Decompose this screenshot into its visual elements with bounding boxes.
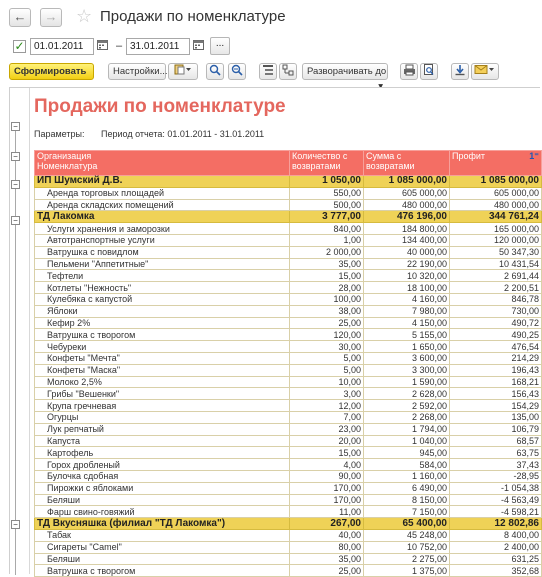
cell-sum[interactable]: 1 375,00	[364, 565, 450, 577]
cell-quantity[interactable]: 550,00	[290, 187, 364, 199]
cell-quantity[interactable]: 35,00	[290, 553, 364, 565]
item-row[interactable]	[35, 341, 542, 353]
cell-quantity[interactable]: 3,00	[290, 388, 364, 400]
cell-name[interactable]: Автотранспортные услуги	[35, 234, 290, 246]
item-row[interactable]	[35, 329, 542, 341]
cell-profit[interactable]: 2 400,00	[450, 541, 542, 553]
cell-sum[interactable]: 65 400,00	[364, 518, 450, 530]
cell-sum[interactable]: 2 275,00	[364, 553, 450, 565]
cell-name[interactable]: Беляши	[35, 494, 290, 506]
cell-sum[interactable]: 3 300,00	[364, 364, 450, 376]
cell-sum[interactable]: 1 590,00	[364, 376, 450, 388]
search-next-icon	[231, 68, 243, 79]
item-row[interactable]	[35, 506, 542, 518]
title-bar	[0, 0, 540, 34]
cell-sum[interactable]: 7 980,00	[364, 305, 450, 317]
collapse-group-icon[interactable]: −	[11, 520, 20, 529]
cell-profit[interactable]: 730,00	[450, 305, 542, 317]
header-organization[interactable]: Организация Номенклатура	[35, 151, 290, 176]
cell-name[interactable]: ТД Вкусняшка (филиал "ТД Лакомка")	[35, 518, 290, 530]
cell-name[interactable]: Капуста	[35, 435, 290, 447]
period-separator: –	[116, 40, 123, 52]
send-mail-button[interactable]	[471, 63, 499, 80]
cell-sum[interactable]: 40 000,00	[364, 246, 450, 258]
collapse-group-icon[interactable]: −	[11, 216, 20, 225]
cell-name[interactable]: Ватрушка с творогом	[35, 565, 290, 577]
cell-name[interactable]: Тефтели	[35, 270, 290, 282]
favorite-star-icon[interactable]: ☆	[76, 6, 93, 26]
cell-quantity[interactable]: 11,00	[290, 506, 364, 518]
levels-button[interactable]	[279, 63, 297, 80]
cell-quantity[interactable]: 170,00	[290, 482, 364, 494]
cell-profit[interactable]: 12 802,86	[450, 518, 542, 530]
cell-sum[interactable]: 1 085 000,00	[364, 176, 450, 188]
cell-quantity[interactable]: 4,00	[290, 459, 364, 471]
item-row[interactable]	[35, 258, 542, 270]
cell-profit[interactable]: 120 000,00	[450, 234, 542, 246]
cell-sum[interactable]: 2 268,00	[364, 411, 450, 423]
cell-sum[interactable]: 1 794,00	[364, 423, 450, 435]
cell-sum[interactable]: 605 000,00	[364, 187, 450, 199]
item-row[interactable]	[35, 565, 542, 577]
printer-icon	[403, 68, 416, 79]
generate-button[interactable]: Сформировать	[9, 63, 94, 80]
variant-button[interactable]	[168, 63, 198, 80]
cell-sum[interactable]: 10 320,00	[364, 270, 450, 282]
cell-sum[interactable]: 476 196,00	[364, 211, 450, 223]
print-button[interactable]	[400, 63, 418, 80]
choose-period-button[interactable]: ...	[210, 37, 230, 55]
cell-profit[interactable]: 10 431,54	[450, 258, 542, 270]
item-row[interactable]	[35, 494, 542, 506]
cell-name[interactable]: Чебуреки	[35, 341, 290, 353]
back-arrow-icon: ←	[13, 9, 27, 24]
cell-sum[interactable]: 4 160,00	[364, 293, 450, 305]
cell-name[interactable]: Аренда торговых площадей	[35, 187, 290, 199]
cell-sum[interactable]: 2 592,00	[364, 400, 450, 412]
cell-name[interactable]: Булочка сдобная	[35, 470, 290, 482]
cell-name[interactable]: Услуги хранения и заморозки	[35, 223, 290, 235]
collapse-group-icon[interactable]: −	[11, 180, 20, 189]
calendar-from-icon[interactable]	[95, 39, 109, 54]
cell-quantity[interactable]: 10,00	[290, 376, 364, 388]
cell-quantity[interactable]: 20,00	[290, 435, 364, 447]
cell-name[interactable]: Ватрушка с творогом	[35, 329, 290, 341]
cell-quantity[interactable]: 30,00	[290, 341, 364, 353]
cell-profit[interactable]: 37,43	[450, 459, 542, 471]
cell-profit[interactable]: 156,43	[450, 388, 542, 400]
header-profit[interactable]: Профит 1⁼	[450, 151, 542, 176]
cell-profit[interactable]: 846,78	[450, 293, 542, 305]
params-value: Период отчета: 01.01.2011 - 31.01.2011	[101, 129, 265, 139]
cell-profit[interactable]: 50 347,30	[450, 246, 542, 258]
cell-profit[interactable]: 214,29	[450, 352, 542, 364]
cell-name[interactable]: ИП Шумский Д.В.	[35, 176, 290, 188]
cell-profit[interactable]: 490,72	[450, 317, 542, 329]
cell-name[interactable]: Кефир 2%	[35, 317, 290, 329]
report-table	[34, 150, 542, 577]
cell-name[interactable]: Конфеты "Маска"	[35, 364, 290, 376]
cell-sum[interactable]: 6 490,00	[364, 482, 450, 494]
preview-button[interactable]	[420, 63, 438, 80]
item-row[interactable]	[35, 435, 542, 447]
cell-profit[interactable]: 1 085 000,00	[450, 176, 542, 188]
cell-sum[interactable]: 184 800,00	[364, 223, 450, 235]
cell-name[interactable]: Кулебяка с капустой	[35, 293, 290, 305]
cell-name[interactable]: Пирожки с яблоками	[35, 482, 290, 494]
cell-quantity[interactable]: 15,00	[290, 270, 364, 282]
save-button[interactable]	[451, 63, 469, 80]
cell-name[interactable]: Конфеты "Мечта"	[35, 352, 290, 364]
cell-name[interactable]: Беляши	[35, 553, 290, 565]
collapse-params-icon[interactable]: −	[11, 122, 20, 131]
cell-sum[interactable]: 8 150,00	[364, 494, 450, 506]
cell-sum[interactable]: 18 100,00	[364, 282, 450, 294]
item-row[interactable]	[35, 187, 542, 199]
cell-profit[interactable]: 106,79	[450, 423, 542, 435]
cell-quantity[interactable]: 2 000,00	[290, 246, 364, 258]
cell-sum[interactable]: 1 650,00	[364, 341, 450, 353]
item-row[interactable]	[35, 223, 542, 235]
cell-profit[interactable]: 68,57	[450, 435, 542, 447]
cell-quantity[interactable]: 25,00	[290, 565, 364, 577]
date-from-field[interactable]: 01.01.2011	[30, 38, 94, 55]
cell-name[interactable]: Горох дробленый	[35, 459, 290, 471]
item-row[interactable]	[35, 482, 542, 494]
forward-button[interactable]	[40, 8, 62, 27]
item-row[interactable]	[35, 411, 542, 423]
envelope-icon	[474, 67, 496, 78]
report-area[interactable]	[9, 87, 540, 574]
item-row[interactable]	[35, 470, 542, 482]
cell-sum[interactable]: 134 400,00	[364, 234, 450, 246]
cell-sum[interactable]: 1 040,00	[364, 435, 450, 447]
item-row[interactable]	[35, 293, 542, 305]
item-row[interactable]	[35, 447, 542, 459]
cell-sum[interactable]: 22 190,00	[364, 258, 450, 270]
cell-name[interactable]: ТД Лакомка	[35, 211, 290, 223]
item-row[interactable]	[35, 400, 542, 412]
header-quantity[interactable]: Количество с возвратами	[290, 151, 364, 176]
cell-quantity[interactable]: 40,00	[290, 529, 364, 541]
organization-row[interactable]	[35, 176, 542, 188]
cell-sum[interactable]: 945,00	[364, 447, 450, 459]
search-button[interactable]	[206, 63, 224, 80]
search-next-button[interactable]	[228, 63, 246, 80]
cell-profit[interactable]: -4 598,21	[450, 506, 542, 518]
item-row[interactable]	[35, 529, 542, 541]
cell-profit[interactable]: 2 200,51	[450, 282, 542, 294]
cell-profit[interactable]: 154,29	[450, 400, 542, 412]
cell-quantity[interactable]: 7,00	[290, 411, 364, 423]
date-to-field[interactable]: 31.01.2011	[126, 38, 190, 55]
expand-to-dropdown[interactable]	[302, 63, 388, 80]
item-row[interactable]	[35, 317, 542, 329]
cell-quantity[interactable]: 15,00	[290, 447, 364, 459]
item-row[interactable]	[35, 541, 542, 553]
cell-sum[interactable]: 480 000,00	[364, 199, 450, 211]
cell-name[interactable]: Котлеты "Нежность"	[35, 282, 290, 294]
item-row[interactable]	[35, 270, 542, 282]
window-title: Продажи по номенклатуре	[100, 8, 286, 25]
item-row[interactable]	[35, 423, 542, 435]
cell-name[interactable]: Пельмени "Аппетитные"	[35, 258, 290, 270]
organization-row[interactable]	[35, 518, 542, 530]
cell-sum[interactable]: 5 155,00	[364, 329, 450, 341]
sort-icon[interactable]: 1⁼	[529, 151, 539, 161]
cell-quantity[interactable]: 5,00	[290, 352, 364, 364]
item-row[interactable]	[35, 282, 542, 294]
item-row[interactable]	[35, 364, 542, 376]
cell-name[interactable]: Лук репчатый	[35, 423, 290, 435]
cell-sum[interactable]: 4 150,00	[364, 317, 450, 329]
forward-arrow-icon: →	[44, 9, 58, 24]
report-title: Продажи по номенклатуре	[34, 96, 286, 117]
cell-quantity[interactable]: 170,00	[290, 494, 364, 506]
item-row[interactable]	[35, 352, 542, 364]
report-parameters	[34, 129, 264, 139]
cell-quantity[interactable]: 38,00	[290, 305, 364, 317]
settings-button[interactable]: Настройки...	[108, 63, 166, 80]
item-row[interactable]	[35, 553, 542, 565]
cell-name[interactable]: Фарш свино-говяжий	[35, 506, 290, 518]
period-checkbox[interactable]: ✓	[14, 39, 25, 53]
search-icon	[209, 68, 221, 79]
item-row[interactable]	[35, 305, 542, 317]
cell-profit[interactable]: 605 000,00	[450, 187, 542, 199]
item-row[interactable]	[35, 234, 542, 246]
cell-quantity[interactable]: 267,00	[290, 518, 364, 530]
item-row[interactable]	[35, 459, 542, 471]
cell-profit[interactable]: 196,43	[450, 364, 542, 376]
cell-profit[interactable]: 135,00	[450, 411, 542, 423]
cell-name[interactable]: Грибы "Вешенки"	[35, 388, 290, 400]
cell-profit[interactable]: 8 400,00	[450, 529, 542, 541]
cell-sum[interactable]: 45 248,00	[364, 529, 450, 541]
cell-quantity[interactable]: 23,00	[290, 423, 364, 435]
cell-sum[interactable]: 7 150,00	[364, 506, 450, 518]
cell-profit[interactable]: 476,54	[450, 341, 542, 353]
cell-profit[interactable]: 63,75	[450, 447, 542, 459]
back-button[interactable]	[9, 8, 31, 27]
grouping-gutter	[10, 88, 30, 574]
collapse-all-icon[interactable]: −	[11, 152, 20, 161]
cell-quantity[interactable]: 120,00	[290, 329, 364, 341]
params-label: Параметры:	[34, 129, 85, 139]
cell-name[interactable]: Сигареты "Camel"	[35, 541, 290, 553]
report-rows	[35, 176, 542, 577]
cell-quantity[interactable]: 80,00	[290, 541, 364, 553]
cell-profit[interactable]: 168,21	[450, 376, 542, 388]
cell-quantity[interactable]: 3 777,00	[290, 211, 364, 223]
cell-profit[interactable]: -28,95	[450, 470, 542, 482]
header-sum[interactable]: Сумма с возвратами	[364, 151, 450, 176]
cell-profit[interactable]: 165 000,00	[450, 223, 542, 235]
cell-profit[interactable]: 480 000,00	[450, 199, 542, 211]
clipboard-icon	[174, 67, 192, 78]
cell-name[interactable]: Табак	[35, 529, 290, 541]
cell-profit[interactable]: 490,25	[450, 329, 542, 341]
cell-name[interactable]: Молоко 2,5%	[35, 376, 290, 388]
cell-profit[interactable]: -1 054,38	[450, 482, 542, 494]
item-row[interactable]	[35, 376, 542, 388]
cell-name[interactable]: Яблоки	[35, 305, 290, 317]
item-row[interactable]	[35, 199, 542, 211]
cell-profit[interactable]: 631,25	[450, 553, 542, 565]
cell-profit[interactable]: 352,68	[450, 565, 542, 577]
cell-name[interactable]: Ватрушка с повидлом	[35, 246, 290, 258]
cell-profit[interactable]: 2 691,44	[450, 270, 542, 282]
cell-sum[interactable]: 1 160,00	[364, 470, 450, 482]
cell-name[interactable]: Картофель	[35, 447, 290, 459]
cell-quantity[interactable]: 5,00	[290, 364, 364, 376]
cell-name[interactable]: Крупа гречневая	[35, 400, 290, 412]
cell-quantity[interactable]: 35,00	[290, 258, 364, 270]
cell-quantity[interactable]: 1,00	[290, 234, 364, 246]
cell-quantity[interactable]: 90,00	[290, 470, 364, 482]
cell-profit[interactable]: -4 563,49	[450, 494, 542, 506]
expand-to-label: Разворачивать до	[307, 66, 387, 77]
cell-sum[interactable]: 2 628,00	[364, 388, 450, 400]
print-preview-icon	[423, 68, 435, 79]
organization-row[interactable]	[35, 211, 542, 223]
cell-quantity[interactable]: 12,00	[290, 400, 364, 412]
cell-sum[interactable]: 10 752,00	[364, 541, 450, 553]
cell-sum[interactable]: 3 600,00	[364, 352, 450, 364]
levels-icon	[282, 68, 294, 79]
item-row[interactable]	[35, 246, 542, 258]
calendar-to-icon[interactable]	[191, 39, 205, 54]
cell-name[interactable]: Аренда складских помещений	[35, 199, 290, 211]
cell-quantity[interactable]: 28,00	[290, 282, 364, 294]
cell-sum[interactable]: 584,00	[364, 459, 450, 471]
cell-quantity[interactable]: 1 050,00	[290, 176, 364, 188]
cell-quantity[interactable]: 100,00	[290, 293, 364, 305]
grouping-icon	[262, 68, 274, 79]
download-icon	[454, 68, 466, 79]
cell-quantity[interactable]: 500,00	[290, 199, 364, 211]
cell-profit[interactable]: 344 761,24	[450, 211, 542, 223]
item-row[interactable]	[35, 388, 542, 400]
cell-quantity[interactable]: 840,00	[290, 223, 364, 235]
cell-quantity[interactable]: 25,00	[290, 317, 364, 329]
cell-name[interactable]: Огурцы	[35, 411, 290, 423]
grouping-button[interactable]	[259, 63, 277, 80]
